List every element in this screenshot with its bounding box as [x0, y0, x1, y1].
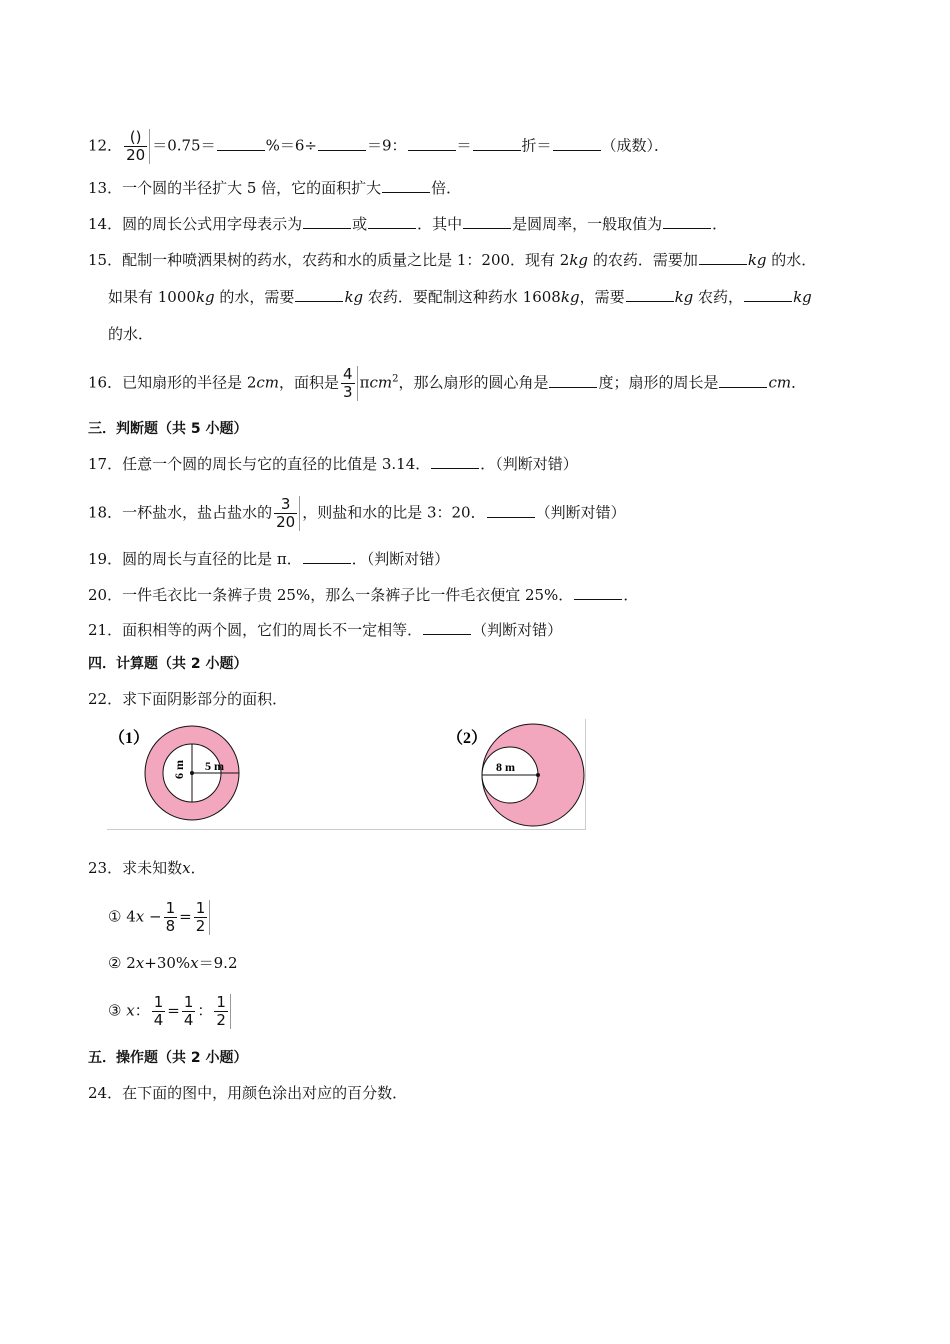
- answer-blank[interactable]: [549, 373, 597, 388]
- fraction: $\frac{3}{20}$: [274, 496, 300, 531]
- question-24: 24．在下面的图中，用颜色涂出对应的百分数．: [88, 1084, 408, 1102]
- answer-blank[interactable]: [303, 549, 351, 564]
- question-22: 22．求下面阴影部分的面积．: [88, 690, 288, 708]
- answer-blank[interactable]: [574, 585, 622, 600]
- fraction: $\frac{1}{8}$: [165, 899, 176, 935]
- question-15-line-2: 如果有 1000kg 的水，需要 kg 农药．要配制这种药水 1608kg，需要 kg 农药， kg: [108, 288, 812, 306]
- dim-label-6m: 6 m: [172, 760, 186, 779]
- answer-blank[interactable]: [744, 287, 792, 302]
- fraction: $\frac{1}{2}$: [214, 994, 231, 1029]
- equation-3: ③ x： $\frac{1}{4}$ = $\frac{1}{4}$ ： $\frac{1}{2}$: [108, 994, 233, 1029]
- question-21: 21．面积相等的两个圆，它们的周长不一定相等． （判断对错）: [88, 621, 563, 639]
- question-15-line-1: 15．配制一种喷洒果树的药水，农药和水的质量之比是 1：200．现有 2kg 的农药．需要加 kg 的水．: [88, 251, 817, 269]
- shaded-area-figure: [107, 719, 586, 830]
- question-18: 18．一杯盐水，盐占盐水的 $\frac{3}{20}$ ，则盐和水的比是 3：20． （判断对错）: [88, 495, 626, 531]
- answer-blank[interactable]: [473, 136, 521, 151]
- answer-blank[interactable]: [217, 136, 265, 151]
- answer-blank[interactable]: [487, 503, 535, 518]
- dim-label-5m: 5 m: [205, 759, 224, 773]
- question-14: 14．圆的周长公式用字母表示为 或 ．其中 是圆周率，一般取值为 ．: [88, 215, 728, 233]
- question-12: 12． $\frac{()}{20}$ ＝0.75＝ %＝6÷ ＝9： ＝ 折＝ （成数）．: [88, 128, 670, 164]
- fraction: $\frac{1}{2}$: [194, 900, 211, 935]
- fraction: $\frac{4}{3}$: [341, 366, 358, 401]
- section-heading-3: 三．判断题（共 5 小题）: [88, 421, 248, 437]
- equation-1: ① 4x − $\frac{1}{8}$ = $\frac{1}{2}$: [108, 900, 212, 935]
- answer-blank[interactable]: [423, 620, 471, 635]
- answer-blank[interactable]: [699, 250, 747, 265]
- question-23: 23．求未知数x．: [88, 859, 206, 877]
- answer-blank[interactable]: [295, 287, 343, 302]
- figure-svg: [107, 719, 585, 829]
- equation-2: ② 2x+30%x＝9.2: [108, 954, 238, 972]
- answer-blank[interactable]: [431, 454, 479, 469]
- fraction: $\frac{()}{20}$: [124, 129, 150, 164]
- answer-blank[interactable]: [408, 136, 456, 151]
- answer-blank[interactable]: [663, 214, 711, 229]
- section-heading-4: 四．计算题（共 2 小题）: [88, 656, 248, 672]
- question-17: 17．任意一个圆的周长与它的直径的比值是 3.14． ．（判断对错）: [88, 455, 578, 473]
- section-heading-5: 五．操作题（共 2 小题）: [88, 1050, 248, 1066]
- question-20: 20．一件毛衣比一条裤子贵 25%，那么一条裤子比一件毛衣便宜 25%． ．: [88, 586, 639, 604]
- answer-blank[interactable]: [626, 287, 674, 302]
- answer-blank[interactable]: [303, 214, 351, 229]
- center-dot: [190, 771, 194, 775]
- fraction: $\frac{1}{4}$: [183, 993, 194, 1029]
- answer-blank[interactable]: [719, 373, 767, 388]
- question-16: 16．已知扇形的半径是 2cm，面积是 $\frac{4}{3}$ πcm$^2$，那么扇形的圆心角是 度；扇形的周长是 cm．: [88, 365, 807, 401]
- question-13: 13．一个圆的半径扩大 5 倍，它的面积扩大 倍．: [88, 179, 462, 197]
- fraction: $\frac{1}{4}$: [153, 993, 164, 1029]
- answer-blank[interactable]: [463, 214, 511, 229]
- answer-blank[interactable]: [368, 214, 416, 229]
- center-dot-2: [536, 773, 540, 777]
- question-15-line-3: 的水．: [108, 325, 154, 343]
- figure-label-2: （2）: [447, 730, 488, 747]
- answer-blank[interactable]: [382, 178, 430, 193]
- question-19: 19．圆的周长与直径的比是 π． ．（判断对错）: [88, 550, 450, 568]
- dim-label-8m: 8 m: [496, 760, 515, 774]
- answer-blank[interactable]: [553, 136, 601, 151]
- figure-label-1: （1）: [109, 730, 150, 747]
- answer-blank[interactable]: [318, 136, 366, 151]
